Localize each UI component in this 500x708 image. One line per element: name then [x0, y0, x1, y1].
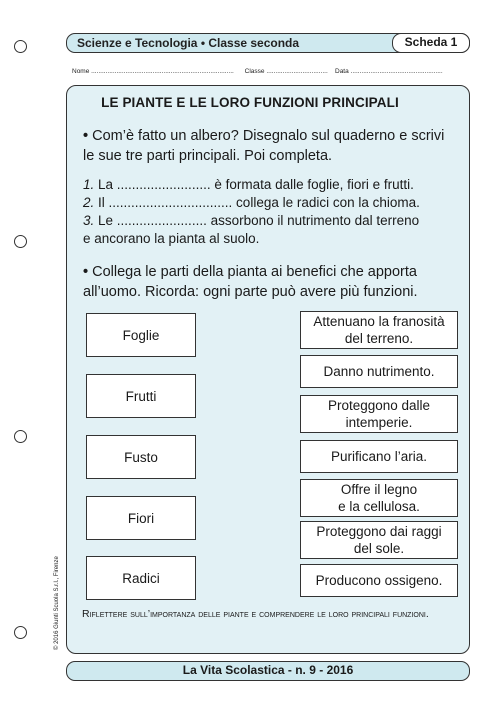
bullet-icon: •	[83, 128, 89, 144]
date-field[interactable]: ...................................................	[350, 68, 443, 75]
fill-item-3[interactable]: 3. Le ........................ assorbono il nutrimento dal terreno	[83, 213, 420, 228]
footer-bar: La Vita Scolastica - n. 9 - 2016	[66, 661, 470, 681]
name-label: Nome	[72, 68, 90, 75]
plant-part-fusto[interactable]: Fusto	[86, 435, 196, 479]
plant-part-foglie[interactable]: Foglie	[86, 313, 196, 357]
sheet-label: Scheda 1	[392, 33, 470, 53]
exercise-2-instruction	[83, 262, 458, 302]
name-field[interactable]: ...............................................................................	[91, 68, 234, 75]
header-bar	[66, 33, 470, 53]
benefit-3[interactable]: Proteggono dalle intemperie.	[300, 395, 458, 433]
class-label: Classe	[244, 68, 265, 75]
fill-item-2[interactable]: 2. Il ................................. collega le radici con la chioma.	[83, 195, 420, 210]
binder-hole-upper	[14, 235, 27, 248]
info-line	[72, 68, 443, 75]
binder-hole-top	[14, 40, 27, 53]
bullet-icon: •	[83, 264, 89, 280]
exercise-1-text: Com’è fatto un albero? Disegnalo sul quaderno e scrivi le sue tre parti principali. Poi completa.	[83, 128, 445, 164]
plant-part-frutti[interactable]: Frutti	[86, 374, 196, 418]
exercise-2-text: Collega le parti della pianta ai benefici che apporta all’uomo. Ricorda: ogni parte può avere più funzioni.	[83, 264, 418, 300]
plant-part-fiori[interactable]: Fiori	[86, 496, 196, 540]
subject-label: Scienze e Tecnologia • Classe seconda	[77, 36, 300, 50]
worksheet-title: LE PIANTE E LE LORO FUNZIONI PRINCIPALI	[101, 95, 399, 110]
exercise-1-instruction	[83, 126, 458, 166]
class-field[interactable]: ..................................	[266, 68, 328, 75]
learning-goal: Riflettere sull’importanza delle piante e comprendere le loro principali funzioni.	[82, 608, 429, 620]
date-label: Data	[335, 68, 349, 75]
benefit-6[interactable]: Proteggono dai raggi del sole.	[300, 521, 458, 559]
binder-hole-bottom	[14, 626, 27, 639]
benefit-7[interactable]: Producono ossigeno.	[300, 564, 458, 597]
fill-item-3-continuation: e ancorano la pianta al suolo.	[83, 231, 260, 246]
plant-part-radici[interactable]: Radici	[86, 556, 196, 600]
binder-hole-lower	[14, 430, 27, 443]
benefit-4[interactable]: Purificano l’aria.	[300, 440, 458, 473]
fill-item-1[interactable]: 1. La ......................... è formata dalle foglie, fiori e frutti.	[83, 177, 414, 192]
benefit-1[interactable]: Attenuano la franosità del terreno.	[300, 311, 458, 349]
copyright-text: © 2016 Giunti Scuola S.r.l., Firenze	[54, 556, 60, 650]
benefit-5[interactable]: Offre il legno e la cellulosa.	[300, 479, 458, 517]
benefit-2[interactable]: Danno nutrimento.	[300, 355, 458, 388]
